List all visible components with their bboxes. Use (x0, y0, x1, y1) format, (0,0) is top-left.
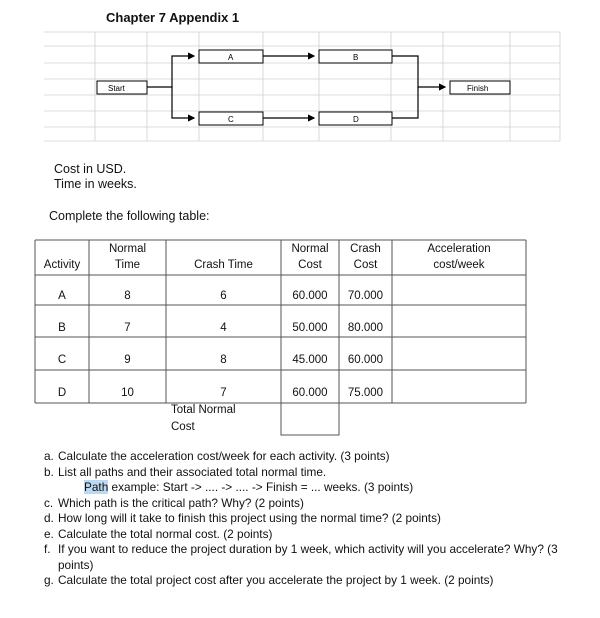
col-header-normal-cost-1: Normal (291, 243, 329, 255)
node-c-label: C (228, 115, 234, 124)
node-b-label: B (353, 53, 359, 62)
question-text: How long will it take to finish this project using the normal time? (2 points) (58, 511, 441, 525)
question-letter: d. (44, 511, 54, 525)
question-text: Which path is the critical path? Why? (2 points) (58, 495, 304, 510)
question-text: List all paths and their associated total normal time. (58, 464, 327, 479)
question-letter: g. (44, 573, 54, 587)
total-normal-cost-box (281, 403, 339, 435)
question-letter: c. (44, 495, 54, 510)
row-b-normal-time: 7 (124, 322, 131, 334)
question-text: Calculate the total project cost after you accelerate the project by 1 week. (2 points) (58, 573, 494, 587)
highlighted-word: Path (84, 480, 109, 494)
question-c (44, 496, 594, 512)
row-a-activity: A (58, 290, 66, 302)
row-d-normal-time: 10 (121, 387, 134, 399)
row-c-crash-time: 8 (220, 354, 227, 366)
total-normal-cost-label-1: Total Normal (171, 404, 236, 416)
question-g (44, 573, 594, 589)
col-header-crash-cost-1: Crash (350, 243, 381, 255)
row-c-normal-time: 9 (124, 354, 131, 366)
col-header-normal-time-1: Normal (108, 243, 147, 255)
node-a-label: A (228, 53, 234, 62)
row-a-normal-cost: 60.000 (292, 290, 328, 302)
question-d (44, 511, 594, 527)
question-text: If you want to reduce the project duration by 1 week, which activity will you accelerate? Why? (3 points) (58, 542, 558, 572)
row-d-crash-cost: 75.000 (347, 387, 384, 399)
col-header-crash-time: Crash Time (194, 259, 253, 271)
question-list (44, 449, 594, 589)
col-header-normal-cost-2: Cost (298, 259, 322, 271)
col-header-acceleration-2: cost/week (433, 259, 485, 271)
total-normal-cost-label-2: Cost (171, 421, 195, 433)
row-a-normal-time: 8 (124, 290, 131, 302)
cost-unit-note: Cost in USD. (54, 162, 127, 176)
question-b-example (44, 480, 594, 496)
page-title: Chapter 7 Appendix 1 (106, 10, 240, 25)
row-b-normal-cost: 50.000 (292, 322, 328, 334)
row-c-activity: C (57, 354, 67, 366)
row-a-crash-cost: 70.000 (347, 290, 384, 302)
instruction-text: Complete the following table: (49, 209, 210, 223)
question-e (44, 527, 594, 543)
col-header-activity: Activity (43, 259, 81, 271)
question-letter: f. (44, 542, 51, 556)
row-b-activity: B (58, 322, 66, 334)
row-c-normal-cost: 45.000 (292, 354, 328, 366)
node-d-label: D (353, 115, 359, 124)
row-d-crash-time: 7 (220, 387, 227, 399)
question-letter: a. (44, 449, 54, 463)
question-b (44, 465, 594, 481)
row-b-crash-cost: 80.000 (347, 322, 384, 334)
question-letter: b. (44, 464, 54, 479)
question-a (44, 449, 594, 465)
col-header-acceleration-1: Acceleration (427, 243, 491, 255)
question-f (44, 542, 594, 573)
node-start-label: Start (108, 84, 125, 93)
col-header-normal-time-2: Time (114, 259, 141, 271)
question-text: Calculate the total normal cost. (2 points) (58, 526, 273, 541)
question-letter: e. (44, 526, 54, 541)
time-unit-note: Time in weeks. (54, 177, 137, 191)
row-c-crash-cost: 60.000 (347, 354, 384, 366)
path-example (84, 480, 594, 496)
node-finish-label: Finish (467, 84, 489, 93)
row-b-crash-time: 4 (220, 322, 227, 334)
row-d-normal-cost: 60.000 (292, 387, 328, 399)
row-d-activity: D (57, 387, 67, 399)
col-header-crash-cost-2: Cost (353, 259, 378, 271)
path-example-text: example: Start -> .... -> .... -> Finish = ... weeks. (3 points) (108, 480, 414, 494)
row-a-crash-time: 6 (220, 290, 227, 302)
question-text: Calculate the acceleration cost/week for each activity. (3 points) (58, 449, 390, 463)
